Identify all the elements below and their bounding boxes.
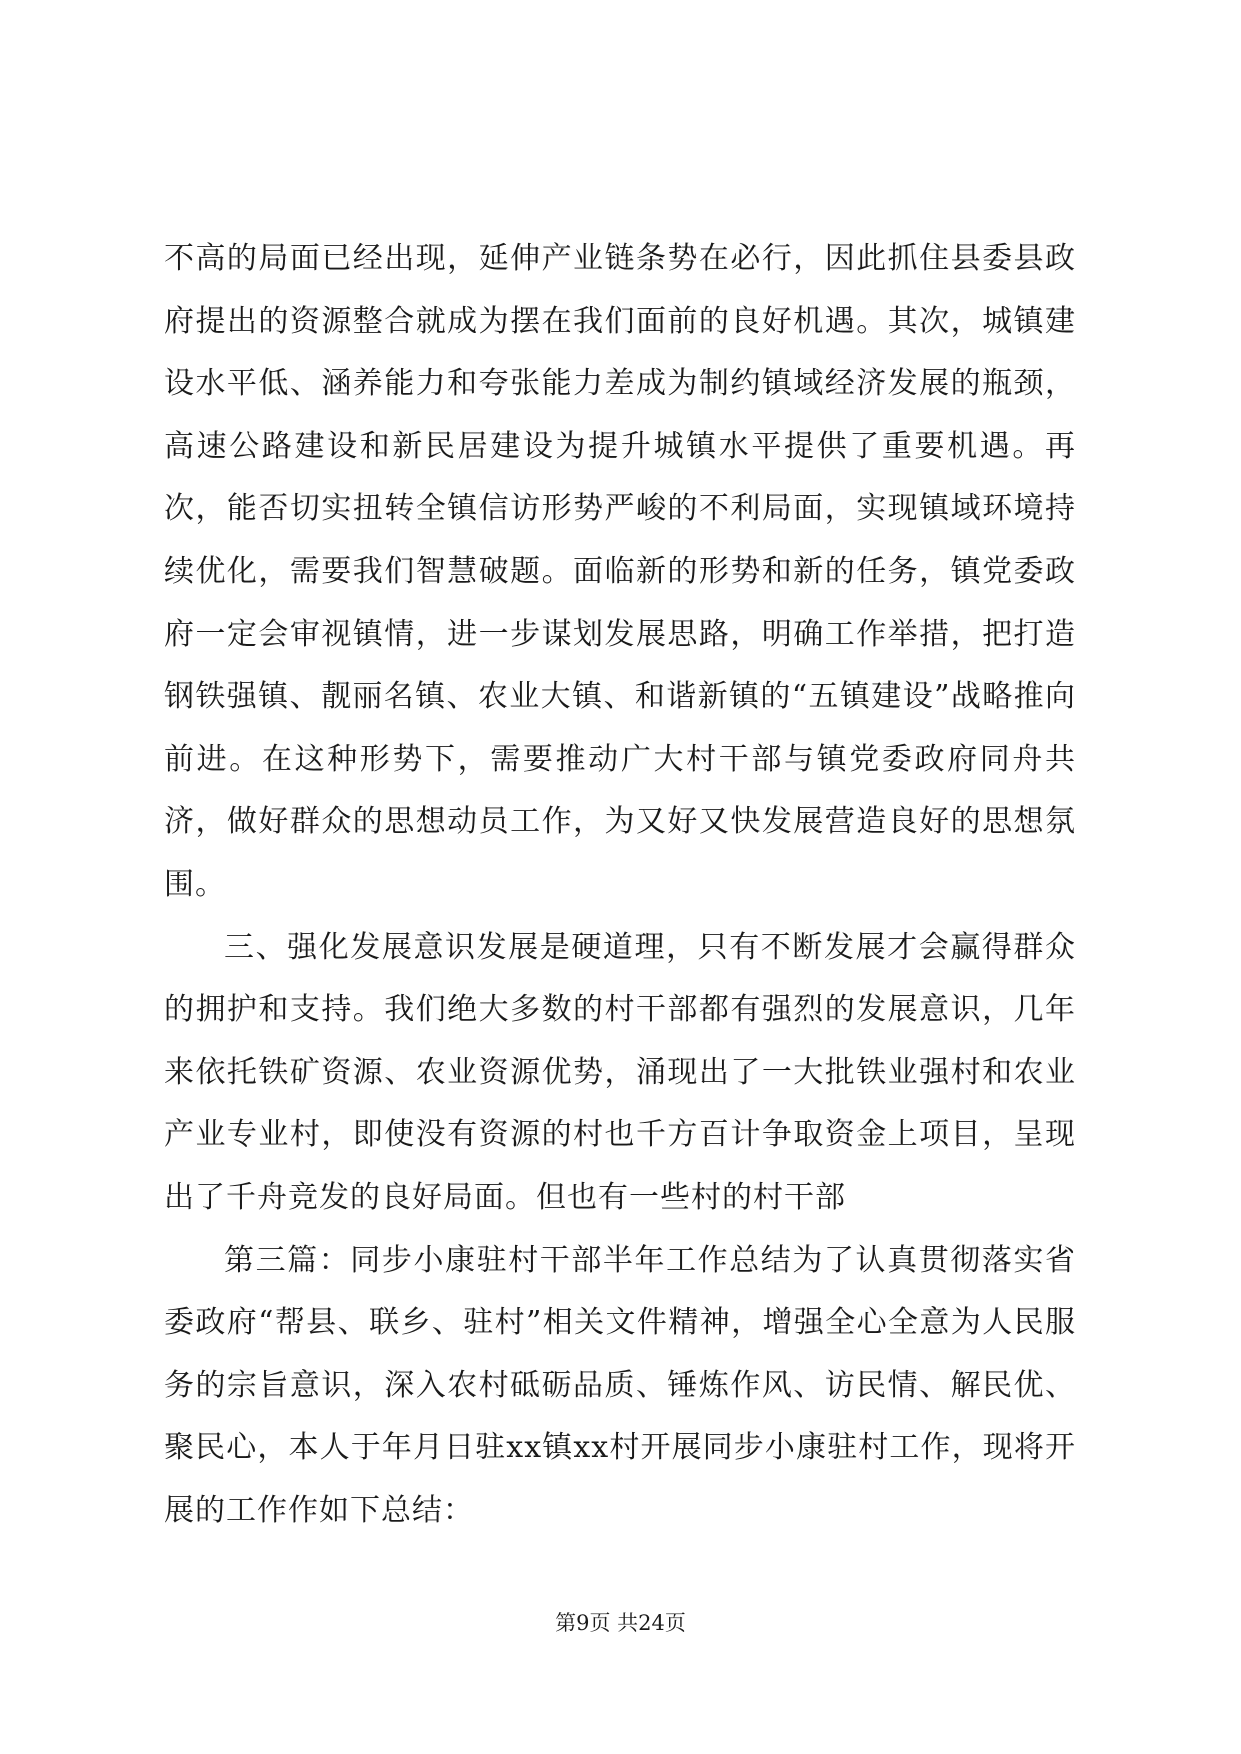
paragraph-continuation: 不高的局面已经出现，延伸产业链条势在必行，因此抓住县委县政府提出的资源整合就成为摆在我们面前的良好机遇。其次，城镇建设水平低、涵养能力和夸张能力差成为制约镇域经济发展的瓶颈，高速公路建设和新民居建设为提升城镇水平提供了重要机遇。再次，能否切实扭转全镇信访形势严峻的不利局面，实现镇域环境持续优化，需要我们智慧破题。面临新的形势和新的任务，镇党委政府一定会审视镇情，进一步谋划发展思路，明确工作举措，把打造钢铁强镇、靓丽名镇、农业大镇、和谐新镇的“五镇建设”战略推向前进。在这种形势下，需要推动广大村干部与镇党委政府同舟共济，做好群众的思想动员工作，为又好又快发展营造良好的思想氛围。: [164, 241, 1076, 902]
page-number-footer: 第9页 共24页: [555, 1611, 686, 1635]
document-body: [164, 228, 1076, 1542]
paragraph-third-article: 第三篇：同步小康驻村干部半年工作总结为了认真贯彻落实省委政府“帮县、联乡、驻村”相关文件精神，增强全心全意为人民服务的宗旨意识，深入农村砥砺品质、锤炼作风、访民情、解民优、聚民心，本人于年月日驻xx镇xx村开展同步小康驻村工作，现将开展的工作作如下总结：: [164, 1242, 1076, 1528]
paragraph-development-awareness: 三、强化发展意识发展是硬道理，只有不断发展才会赢得群众的拥护和支持。我们绝大多数的村干部都有强烈的发展意识，几年来依托铁矿资源、农业资源优势，涌现出了一大批铁业强村和农业产业专业村，即使没有资源的村也千方百计争取资金上项目，呈现出了千舟竞发的良好局面。但也有一些村的村干部: [164, 929, 1076, 1215]
